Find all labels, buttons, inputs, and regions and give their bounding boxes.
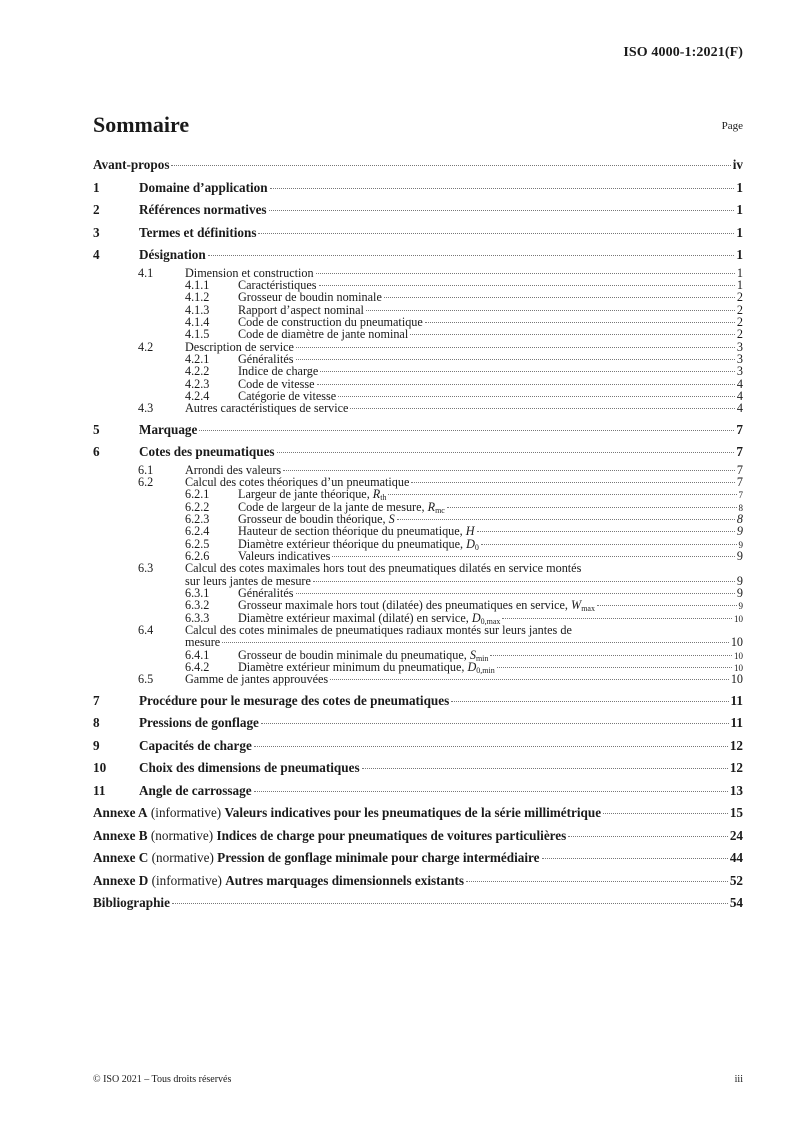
dot-leader (254, 791, 728, 792)
dot-leader (388, 494, 736, 495)
toc-entry-6-2[interactable]: 6.2 Calcul des cotes théoriques d’un pneumatique 7 (138, 474, 743, 489)
dot-leader (411, 482, 735, 483)
dot-leader (332, 556, 735, 557)
dot-leader (283, 470, 735, 471)
toc-entry-6-1[interactable]: 6.1 Arrondi des valeurs 7 (138, 462, 743, 477)
toc-entry-6-3-1[interactable]: 6.3.1 Généralités 9 (185, 586, 743, 601)
toc-entry-bibliography[interactable]: Bibliographie 54 (93, 895, 743, 911)
dot-leader (542, 858, 728, 859)
toc-entry-10[interactable]: 10 Choix des dimensions de pneumatiques 12 (93, 760, 743, 776)
dot-leader (451, 701, 728, 702)
copyright-notice: © ISO 2021 – Tous droits réservés (93, 1074, 232, 1085)
dot-leader (296, 593, 735, 594)
dot-leader (397, 519, 735, 520)
toc-entry-5[interactable]: 5 Marquage 7 (93, 421, 743, 437)
dot-leader (603, 813, 728, 814)
toc-entry-4-1[interactable]: 4.1 Dimension et construction 1 (138, 265, 743, 280)
dot-leader (261, 723, 729, 724)
dot-leader (296, 347, 735, 348)
toc-entry-4[interactable]: 4 Désignation 1 (93, 247, 743, 262)
dot-leader (490, 655, 732, 656)
toc-entry-6-4[interactable]: 6.4 Calcul des cotes minimales de pneumatiques radiaux montés sur leurs jantes de mesure 10 (138, 623, 743, 650)
dot-leader (425, 322, 735, 323)
toc-entry-6-4-2[interactable]: 6.4.2 Diamètre extérieur minimum du pneumatique, $D_{0,min}$ 10 (185, 660, 743, 676)
dot-leader (269, 210, 735, 211)
toc-entry-6-3[interactable]: 6.3 Calcul des cotes maximales hors tout des pneumatiques dilatés en service montés sur leurs jantes de mesure 9 (138, 561, 743, 588)
toc-entry-4-1-3[interactable]: 4.1.3 Rapport d’aspect nominal 2 (185, 302, 743, 317)
toc-entry-8[interactable]: 8 Pressions de gonflage 11 (93, 715, 743, 731)
toc-entry-4-2-2[interactable]: 4.2.2 Indice de charge 3 (185, 364, 743, 379)
toc-entry-6-4-1[interactable]: 6.4.1 Grosseur de boudin minimale du pneumatique, $S_{min}$ 10 (185, 647, 743, 663)
dot-leader (222, 642, 729, 643)
toc-entry-annex-c[interactable]: Annexe C (normative) Pression de gonflage minimale pour charge intermédiaire 44 (93, 850, 743, 866)
dot-leader (502, 618, 732, 619)
dot-leader (317, 384, 735, 385)
dot-leader (208, 255, 735, 256)
math-symbol: R (372, 487, 381, 502)
toc-entry-4-3[interactable]: 4.3 Autres caractéristiques de service 4 (138, 401, 743, 416)
toc-entry-4-2-4[interactable]: 4.2.4 Catégorie de vitesse 4 (185, 388, 743, 403)
toc-entry-6-3-3[interactable]: 6.3.3 Diamètre extérieur maximal (dilaté) en service, $D_{0,max}$ 10 (185, 610, 743, 626)
toc-entry-6-3-2[interactable]: 6.3.2 Grosseur maximale hors tout (dilatée) des pneumatiques en service, $W_{max}$ 9 (185, 598, 743, 614)
toc-entry-annex-b[interactable]: Annexe B (normative) Indices de charge pour pneumatiques de voitures particulières 24 (93, 827, 743, 843)
dot-leader (384, 297, 735, 298)
toc-entry-6-2-2[interactable]: 6.2.2 Code de largeur de la jante de mesure, $R_{mc}$ 8 (185, 499, 743, 515)
dot-leader (199, 430, 734, 431)
toc-entry-foreword[interactable]: Avant-propos iv (93, 157, 743, 172)
dot-leader (466, 881, 728, 882)
toc-entry-9[interactable]: 9 Capacités de charge 12 (93, 737, 743, 753)
toc-entry-2[interactable]: 2 Références normatives 1 (93, 202, 743, 217)
dot-leader (319, 285, 735, 286)
dot-leader (362, 768, 728, 769)
dot-leader (447, 507, 737, 508)
page-title: Sommaire (93, 112, 190, 137)
math-symbol: R (427, 499, 436, 514)
dot-leader (597, 605, 737, 606)
toc-entry-6[interactable]: 6 Cotes des pneumatiques 7 (93, 444, 743, 460)
page-number: iii (734, 1074, 743, 1085)
toc-entry-4-1-1[interactable]: 4.1.1 Caractéristiques 1 (185, 277, 743, 292)
toc-entry-annex-d[interactable]: Annexe D (informative) Autres marquages dimensionnels existants 52 (93, 872, 743, 888)
toc-entry-6-2-3[interactable]: 6.2.3 Grosseur de boudin théorique, S 8 (185, 512, 743, 526)
toc-entry-4-2-3[interactable]: 4.2.3 Code de vitesse 4 (185, 376, 743, 391)
math-symbol: D (471, 610, 481, 625)
dot-leader (254, 746, 728, 747)
dot-leader (296, 359, 735, 360)
dot-leader (316, 273, 735, 274)
math-symbol: H (465, 524, 475, 539)
toc-entry-3[interactable]: 3 Termes et définitions 1 (93, 224, 743, 240)
dot-leader (338, 396, 735, 397)
dot-leader (350, 408, 734, 409)
toc-entry-4-1-5[interactable]: 4.1.5 Code de diamètre de jante nominal 2 (185, 327, 743, 342)
toc-entry-6-2-4[interactable]: 6.2.4 Hauteur de section théorique du pneumatique, H 9 (185, 524, 743, 539)
toc-entry-1[interactable]: 1 Domaine d’application 1 (93, 179, 743, 195)
toc-entry-annex-a[interactable]: Annexe A (informative) Valeurs indicatives pour les pneumatiques de la série millimétrique 15 (93, 805, 743, 821)
dot-leader (497, 667, 732, 668)
toc-entry-4-1-4[interactable]: 4.1.4 Code de construction du pneumatique 2 (185, 314, 743, 329)
dot-leader (270, 188, 735, 189)
dot-leader (477, 531, 735, 532)
toc-entry-6-2-1[interactable]: 6.2.1 Largeur de jante théorique, $R_{th}$ 7 (185, 487, 743, 503)
table-of-contents (93, 154, 743, 915)
dot-leader (568, 836, 728, 837)
toc-entry-6-2-6[interactable]: 6.2.6 Valeurs indicatives 9 (185, 549, 743, 564)
toc-entry-6-2-5[interactable]: 6.2.5 Diamètre extérieur théorique du pneumatique, $D_0$ 9 (185, 536, 743, 552)
toc-entry-6-5[interactable]: 6.5 Gamme de jantes approuvées 10 (138, 672, 743, 687)
dot-leader (330, 679, 729, 680)
toc-entry-4-2-1[interactable]: 4.2.1 Généralités 3 (185, 351, 743, 366)
math-symbol: D (467, 660, 477, 675)
math-symbol: D (466, 536, 475, 551)
dot-leader (277, 452, 735, 453)
dot-leader (172, 903, 728, 904)
toc-entry-7[interactable]: 7 Procédure pour le mesurage des cotes de pneumatiques 11 (93, 692, 743, 708)
dot-leader (258, 233, 734, 234)
dot-leader (320, 371, 735, 372)
math-symbol: S (469, 647, 476, 662)
toc-entry-4-1-2[interactable]: 4.1.2 Grosseur de boudin nominale 2 (185, 290, 743, 305)
toc-entry-11[interactable]: 11 Angle de carrossage 13 (93, 782, 743, 798)
dot-leader (171, 165, 730, 166)
dot-leader (366, 310, 735, 311)
dot-leader (410, 334, 735, 335)
math-symbol: S (388, 512, 395, 526)
dot-leader (313, 581, 735, 582)
page-column-label: Page (721, 120, 743, 132)
toc-entry-4-2[interactable]: 4.2 Description de service 3 (138, 339, 743, 354)
document-code: ISO 4000-1:2021(F) (623, 45, 743, 60)
math-symbol: W (571, 598, 582, 613)
dot-leader (481, 544, 737, 545)
